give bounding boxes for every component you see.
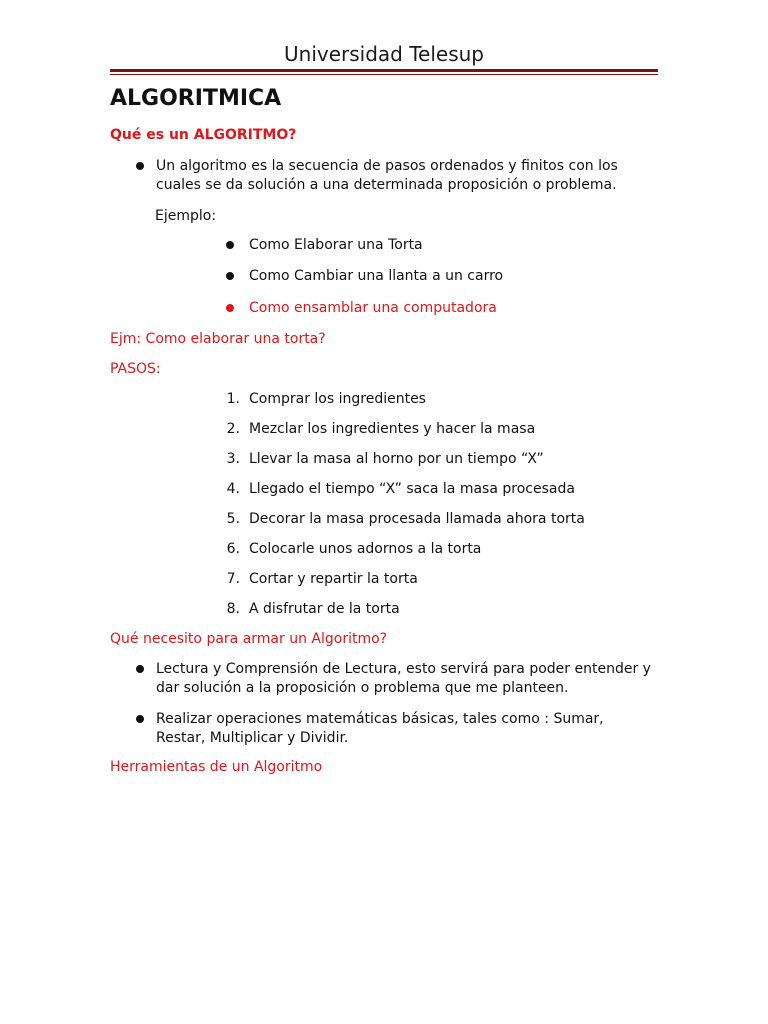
bullet-icon: [136, 162, 144, 170]
step-number: 4.: [226, 481, 240, 497]
step-number: 2.: [226, 421, 240, 437]
ejm-heading: Ejm: Como elaborar una torta?: [110, 331, 326, 347]
bullet-icon: [226, 304, 234, 312]
step-text: A disfrutar de la torta: [249, 601, 400, 617]
step-number: 5.: [226, 511, 240, 527]
need-line-2: Restar, Multiplicar y Dividir.: [156, 730, 349, 746]
bullet-icon: [226, 272, 234, 280]
step-number: 7.: [226, 571, 240, 587]
step-number: 3.: [226, 451, 240, 467]
tools-heading: Herramientas de un Algoritmo: [110, 759, 323, 775]
need-line-1: Lectura y Comprensión de Lectura, esto servirá para poder entender y: [156, 661, 651, 677]
step-number: 8.: [226, 601, 240, 617]
step-number: 1.: [226, 391, 240, 407]
document-title: ALGORITMICA: [110, 86, 282, 111]
step-text: Cortar y repartir la torta: [249, 571, 418, 587]
header-rule-thin: [110, 74, 658, 75]
example-item-highlighted: Como ensamblar una computadora: [249, 300, 497, 316]
definition-line-2: cuales se da solución a una determinada proposición o problema.: [156, 177, 617, 193]
step-text: Llegado el tiempo “X” saca la masa procesada: [249, 481, 575, 497]
step-number: 6.: [226, 541, 240, 557]
step-text: Decorar la masa procesada llamada ahora torta: [249, 511, 585, 527]
bullet-icon: [136, 715, 144, 723]
question-heading-algoritmo: Qué es un ALGORITMO?: [110, 127, 297, 143]
definition-line-1: Un algoritmo es la secuencia de pasos ordenados y finitos con los: [156, 158, 618, 174]
example-item: Como Elaborar una Torta: [249, 237, 423, 253]
need-line-2: dar solución a la proposición o problema que me planteen.: [156, 680, 569, 696]
example-item: Como Cambiar una llanta a un carro: [249, 268, 504, 284]
step-text: Comprar los ingredientes: [249, 391, 426, 407]
bullet-icon: [136, 665, 144, 673]
step-text: Mezclar los ingredientes y hacer la masa: [249, 421, 536, 437]
step-text: Llevar la masa al horno por un tiempo “X”: [249, 451, 544, 467]
header-title: Universidad Telesup: [284, 42, 484, 66]
pasos-label: PASOS:: [110, 361, 161, 377]
need-line-1: Realizar operaciones matemáticas básicas, tales como : Sumar,: [156, 711, 604, 727]
header-rule: [110, 69, 658, 72]
question-heading-necesito: Qué necesito para armar un Algoritmo?: [110, 631, 388, 647]
bullet-icon: [226, 241, 234, 249]
step-text: Colocarle unos adornos a la torta: [249, 541, 482, 557]
example-label: Ejemplo:: [155, 208, 217, 224]
